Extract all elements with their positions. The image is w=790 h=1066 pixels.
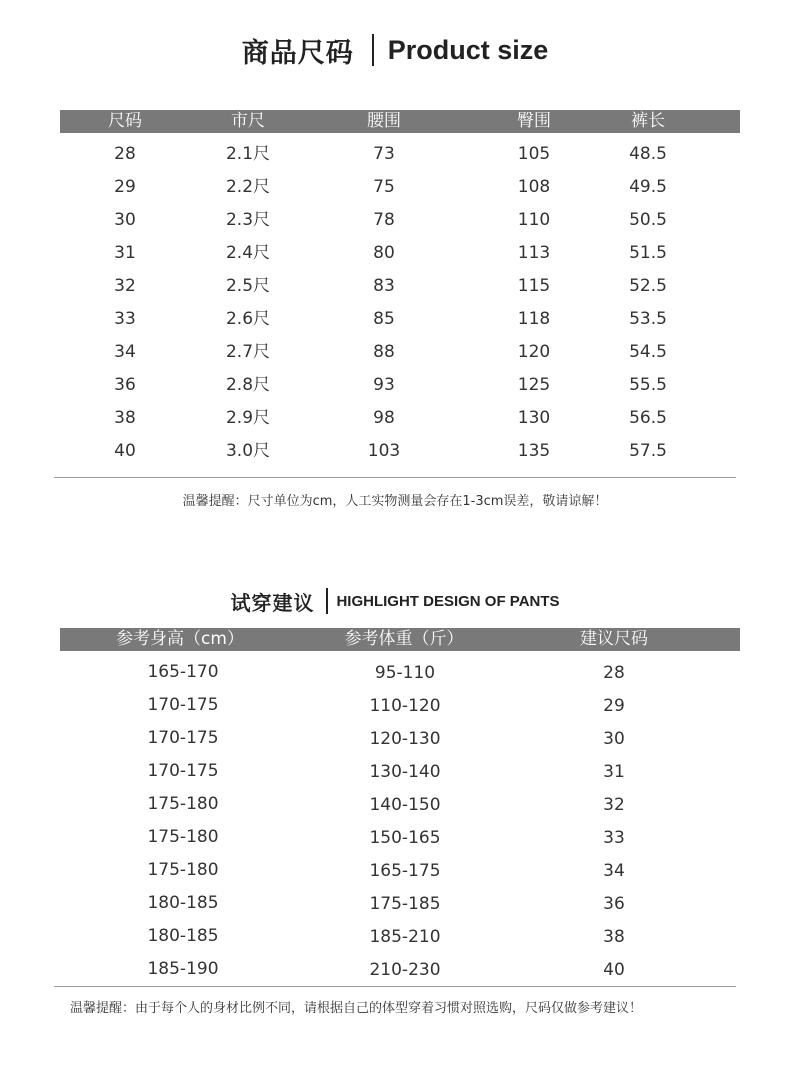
table-cell: 52.5: [629, 276, 667, 296]
size-table-divider: [54, 477, 736, 478]
table-cell: 120-130: [369, 729, 441, 749]
fit-note: 温馨提醒：由于每个人的身材比例不同，请根据自己的体型穿着习惯对照选购，尺码仅做参考建议！: [70, 1001, 643, 1016]
table-cell: 110: [517, 210, 551, 230]
fit-title-en: HIGHLIGHT DESIGN OF PANTS: [336, 592, 560, 610]
table-cell: 165-170: [147, 662, 219, 682]
table-cell: 93: [373, 375, 395, 395]
table-cell: 130: [517, 408, 551, 428]
table-cell: 108: [517, 177, 551, 197]
table-cell: 83: [373, 276, 395, 296]
header-suggested-size: 建议尺码: [580, 629, 648, 649]
table-cell: 175-180: [147, 794, 219, 814]
table-cell: 78: [373, 210, 395, 230]
table-cell: 150-165: [369, 828, 441, 848]
table-cell: 33: [603, 828, 625, 848]
header-length: 裤长: [631, 111, 665, 131]
table-cell: 185-210: [369, 927, 441, 947]
table-cell: 31: [603, 762, 625, 782]
table-cell: 175-185: [369, 894, 441, 914]
table-cell: 33: [114, 309, 136, 329]
table-cell: 34: [603, 861, 625, 881]
table-cell: 185-190: [147, 959, 219, 979]
table-cell: 140-150: [369, 795, 441, 815]
table-cell: 105: [517, 144, 551, 164]
table-cell: 32: [114, 276, 136, 296]
table-cell: 28: [114, 144, 136, 164]
table-cell: 3.0尺: [225, 441, 271, 461]
table-cell: 2.6尺: [225, 309, 271, 329]
table-cell: 180-185: [147, 893, 219, 913]
table-cell: 28: [603, 663, 625, 683]
table-cell: 125: [517, 375, 551, 395]
table-cell: 34: [114, 342, 136, 362]
header-hip: 臀围: [517, 111, 551, 131]
table-cell: 170-175: [147, 695, 219, 715]
table-cell: 180-185: [147, 926, 219, 946]
table-cell: 115: [517, 276, 551, 296]
table-cell: 55.5: [629, 375, 667, 395]
table-cell: 120: [517, 342, 551, 362]
title-divider: [326, 588, 328, 614]
table-cell: 170-175: [147, 761, 219, 781]
header-chi: 市尺: [231, 111, 265, 131]
table-cell: 2.8尺: [225, 375, 271, 395]
table-cell: 31: [114, 243, 136, 263]
table-cell: 2.5尺: [225, 276, 271, 296]
table-cell: 210-230: [369, 960, 441, 980]
table-cell: 175-180: [147, 860, 219, 880]
table-cell: 165-175: [369, 861, 441, 881]
table-cell: 49.5: [629, 177, 667, 197]
table-cell: 29: [114, 177, 136, 197]
table-cell: 95-110: [374, 663, 436, 683]
table-cell: 2.9尺: [225, 408, 271, 428]
table-cell: 36: [603, 894, 625, 914]
size-title-cn: 商品尺码: [241, 37, 354, 69]
table-cell: 175-180: [147, 827, 219, 847]
table-cell: 51.5: [629, 243, 667, 263]
header-waist: 腰围: [367, 111, 401, 131]
table-cell: 30: [603, 729, 625, 749]
table-cell: 2.4尺: [225, 243, 271, 263]
table-cell: 40: [603, 960, 625, 980]
table-cell: 48.5: [629, 144, 667, 164]
table-cell: 170-175: [147, 728, 219, 748]
table-cell: 30: [114, 210, 136, 230]
header-height: 参考身高（cm）: [116, 629, 244, 649]
table-cell: 118: [517, 309, 551, 329]
table-cell: 130-140: [369, 762, 441, 782]
table-cell: 54.5: [629, 342, 667, 362]
table-cell: 85: [373, 309, 395, 329]
fit-table-header: [60, 628, 740, 651]
table-cell: 98: [373, 408, 395, 428]
table-cell: 36: [114, 375, 136, 395]
table-cell: 2.2尺: [225, 177, 271, 197]
table-cell: 57.5: [629, 441, 667, 461]
title-divider: [372, 34, 374, 66]
table-cell: 29: [603, 696, 625, 716]
table-cell: 38: [114, 408, 136, 428]
table-cell: 2.1尺: [225, 144, 271, 164]
table-cell: 53.5: [629, 309, 667, 329]
table-cell: 50.5: [629, 210, 667, 230]
size-section-title: [0, 28, 790, 72]
table-cell: 38: [603, 927, 625, 947]
size-table-header: [60, 110, 740, 133]
table-cell: 110-120: [369, 696, 441, 716]
table-cell: 2.3尺: [225, 210, 271, 230]
fit-title-cn: 试穿建议: [230, 590, 315, 615]
fit-table-divider: [54, 986, 736, 987]
table-cell: 88: [373, 342, 395, 362]
table-cell: 56.5: [629, 408, 667, 428]
fit-section-title: [0, 584, 790, 618]
size-title-en: Product size: [387, 34, 549, 65]
table-cell: 2.7尺: [225, 342, 271, 362]
table-cell: 103: [367, 441, 401, 461]
table-cell: 40: [114, 441, 136, 461]
header-weight: 参考体重（斤）: [344, 629, 464, 649]
table-cell: 73: [373, 144, 395, 164]
size-note: 温馨提醒：尺寸单位为cm，人工实物测量会存在1-3cm误差，敬请谅解！: [182, 494, 608, 509]
table-cell: 32: [603, 795, 625, 815]
table-cell: 80: [373, 243, 395, 263]
header-size: 尺码: [108, 111, 142, 131]
table-cell: 135: [517, 441, 551, 461]
table-cell: 75: [373, 177, 395, 197]
table-cell: 113: [517, 243, 551, 263]
